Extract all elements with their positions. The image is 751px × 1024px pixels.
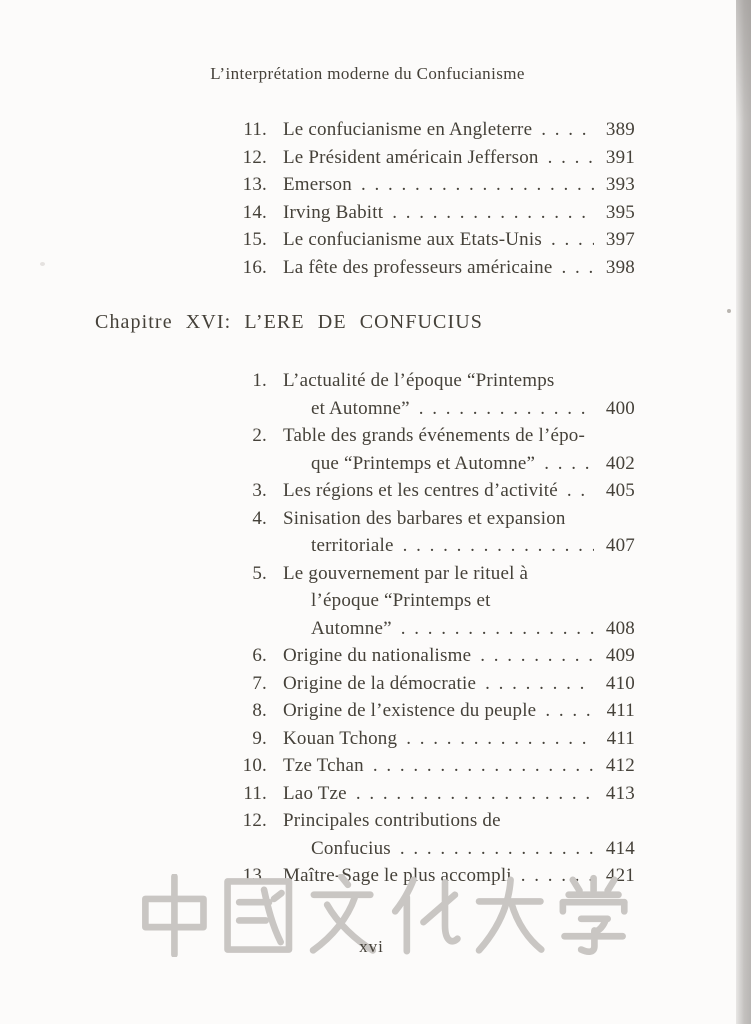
toc-line <box>233 752 635 780</box>
dot-leader <box>567 477 594 505</box>
toc-entry-number: 15. <box>242 229 267 250</box>
toc-line <box>233 697 635 725</box>
toc-entry <box>233 226 635 254</box>
toc-entry-page-number: 412 <box>605 755 635 776</box>
toc-entry-title: Tze Tchan <box>283 755 364 776</box>
toc-entry <box>233 171 635 199</box>
toc-entry-title: Origine de l’existence du peuple <box>283 700 537 721</box>
toc-line <box>233 835 635 863</box>
toc-line <box>233 642 635 670</box>
toc-entry-title: Origine du nationalisme <box>283 645 472 666</box>
scan-speck <box>727 309 731 313</box>
toc-entry-title: Maître-Sage le plus accompli <box>283 865 512 886</box>
toc-entry-number: 8. <box>252 700 267 721</box>
toc-entry <box>233 807 635 862</box>
toc-entry-page-number: 398 <box>605 256 635 278</box>
toc-entry-number: 6. <box>252 645 267 666</box>
toc-line <box>233 367 635 395</box>
toc-entry-title: La fête des professeurs américaine <box>283 256 553 278</box>
toc-line <box>233 116 635 144</box>
toc-entry <box>233 670 635 698</box>
toc-entry-number: 4. <box>252 507 267 529</box>
toc-line <box>233 395 635 423</box>
page-number: xvi <box>359 937 384 956</box>
toc-line <box>233 670 635 698</box>
toc-entry-title: Sinisation des barbares et expansion <box>283 507 566 529</box>
toc-entry <box>233 642 635 670</box>
toc-entry-page-number: 400 <box>605 397 635 419</box>
toc-entry <box>233 144 635 172</box>
toc-line <box>233 477 635 505</box>
toc-entry-title: territoriale <box>311 535 394 556</box>
toc-line <box>233 587 635 615</box>
toc-entry-number: 7. <box>252 672 267 694</box>
toc-entry <box>233 367 635 422</box>
toc-line <box>233 171 635 199</box>
dot-leader <box>406 725 594 753</box>
toc-entry-page-number: 393 <box>605 174 635 195</box>
toc-entry-title: Table des grands événements de l’épo- <box>283 425 586 446</box>
toc-entry-page-number: 389 <box>605 119 635 140</box>
toc-entry-title: Emerson <box>283 174 352 195</box>
toc-entry-number: 9. <box>252 727 267 749</box>
toc-entry-number: 12. <box>242 810 267 831</box>
toc-line <box>233 199 635 227</box>
dot-leader <box>562 254 595 282</box>
toc-entry-page-number: 397 <box>605 229 635 250</box>
toc-entry-title: Le confucianisme aux Etats-Unis <box>283 229 542 250</box>
dot-leader <box>544 450 594 478</box>
toc-entry-page-number: 414 <box>605 837 635 859</box>
toc-entry <box>233 199 635 227</box>
toc-entry-number: 12. <box>242 146 267 168</box>
toc-entry <box>233 422 635 477</box>
toc-entry-title: Origine de la démocratie <box>283 672 477 694</box>
running-header: L’interprétation moderne du Confucianisme <box>210 64 525 83</box>
toc-line <box>233 725 635 753</box>
toc-entry-number: 11. <box>243 782 267 804</box>
toc-entry-title: Le confucianisme en Angleterre <box>283 119 533 140</box>
chapter-heading: Chapitre XVI: L’ERE DE CONFUCIUS <box>95 311 484 333</box>
toc-entry-title: Principales contributions de <box>283 810 501 831</box>
toc-entry-page-number: 410 <box>605 672 635 694</box>
dot-leader <box>373 752 594 780</box>
toc-entry-title: Le Président américain Jefferson <box>283 146 539 168</box>
toc-entry-number: 3. <box>252 480 267 501</box>
toc-list-chapter-xvi <box>233 367 635 890</box>
toc-entry-number: 1. <box>252 370 267 391</box>
toc-entry-title: L’actualité de l’époque “Printemps <box>283 370 555 391</box>
toc-entry-title: Lao Tze <box>283 782 347 804</box>
toc-entry <box>233 560 635 643</box>
dot-leader <box>361 171 594 199</box>
toc-line <box>233 254 635 282</box>
scan-edge-shadow <box>736 0 751 1024</box>
dot-leader <box>392 199 594 227</box>
toc-line <box>233 422 635 450</box>
toc-entry-number: 14. <box>242 201 267 223</box>
toc-line <box>233 807 635 835</box>
toc-entry-page-number: 408 <box>605 617 635 639</box>
toc-entry-title: que “Printemps et Automne” <box>311 452 536 474</box>
dot-leader <box>545 697 594 725</box>
toc-line <box>233 450 635 478</box>
dot-leader <box>541 116 594 144</box>
dot-leader <box>401 615 594 643</box>
toc-entry-number: 5. <box>252 562 267 584</box>
toc-entry-number: 10. <box>242 755 267 776</box>
toc-entry-number: 16. <box>242 256 267 278</box>
toc-entry-page-number: 407 <box>605 535 635 556</box>
toc-entry-title: Le gouvernement par le rituel à <box>283 562 529 584</box>
toc-entry <box>233 697 635 725</box>
toc-entry-title: et Automne” <box>311 397 410 419</box>
toc-line <box>233 615 635 643</box>
toc-list-previous-chapter <box>233 116 635 281</box>
toc-line <box>233 532 635 560</box>
toc-entry-title: Irving Babitt <box>283 201 384 223</box>
toc-entry-page-number: 405 <box>605 480 635 501</box>
toc-entry-page-number: 413 <box>605 782 635 804</box>
toc-entry-number: 13. <box>242 174 267 195</box>
toc-entry <box>233 505 635 560</box>
toc-entry <box>233 780 635 808</box>
toc-entry-page-number: 395 <box>605 201 635 223</box>
toc-entry <box>233 477 635 505</box>
toc-line <box>233 226 635 254</box>
dot-leader <box>356 780 594 808</box>
toc-line <box>233 560 635 588</box>
toc-entry-title: l’époque “Printemps et <box>311 590 491 611</box>
toc-entry <box>233 116 635 144</box>
toc-entry-page-number: 409 <box>605 645 635 666</box>
dot-leader <box>419 395 594 423</box>
toc-entry-page-number: 421 <box>605 865 635 886</box>
dot-leader <box>551 226 594 254</box>
toc-entry-page-number: 402 <box>605 452 635 474</box>
toc-entry-number: 13. <box>242 865 267 886</box>
toc-entry-number: 11. <box>243 119 267 140</box>
toc-line <box>233 144 635 172</box>
dot-leader <box>403 532 594 560</box>
toc-entry <box>233 752 635 780</box>
toc-entry-title: Confucius <box>311 837 391 859</box>
toc-entry-title: Les régions et les centres d’activité <box>283 480 558 501</box>
toc-line <box>233 780 635 808</box>
scan-speck <box>40 262 45 266</box>
dot-leader <box>400 835 594 863</box>
toc-entry-page-number: 391 <box>605 146 635 168</box>
toc-entry-number: 2. <box>252 425 267 446</box>
toc-entry <box>233 725 635 753</box>
toc-entry-page-number: 411 <box>606 700 635 721</box>
toc-entry-page-number: 411 <box>606 727 635 749</box>
toc-entry-title: Kouan Tchong <box>283 727 398 749</box>
toc-entry <box>233 254 635 282</box>
dot-leader <box>548 144 594 172</box>
toc-line <box>233 505 635 533</box>
dot-leader <box>485 670 594 698</box>
toc-entry-title: Automne” <box>311 617 392 639</box>
dot-leader <box>480 642 594 670</box>
